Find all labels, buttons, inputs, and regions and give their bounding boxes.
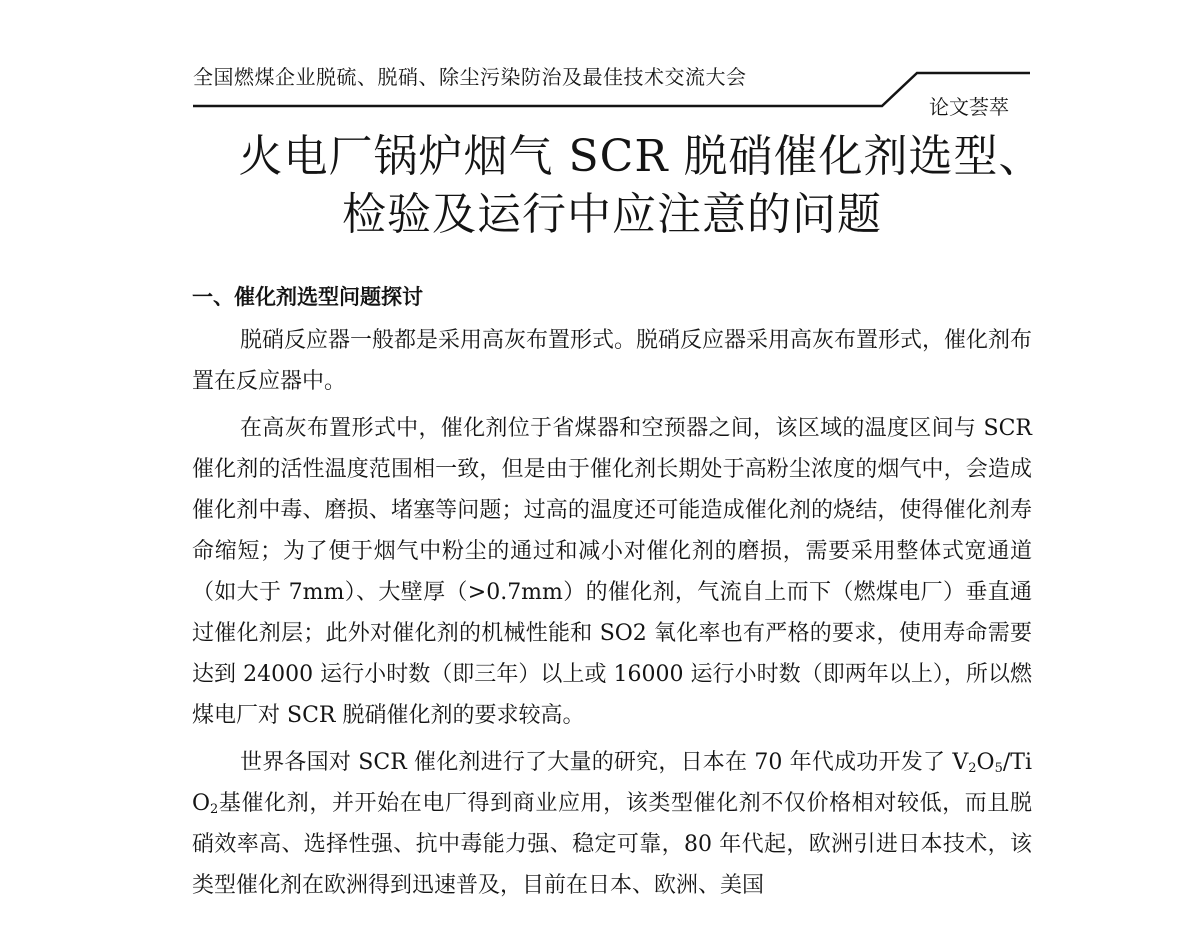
title-line-2: 检验及运行中应注意的问题 [342,189,882,240]
formula-v: V [952,750,969,775]
para3-text-after: 基催化剂，并开始在电厂得到商业应用，该类型催化剂不仅价格相对较低，而且脱硝效率高、选择性强、抗中毒能力强、稳定可靠，80 年代起，欧洲引进日本技术，该类型催化剂在欧洲得到迅速普及，目前在日本、欧洲、美国 [192,791,1032,898]
conference-title: 全国燃煤企业脱硫、脱硝、除尘污染防治及最佳技术交流大会 [193,65,747,89]
para3-text-before: 世界各国对 SCR 催化剂进行了大量的研究，日本在 70 年代成功开发了 [240,750,953,775]
body-paragraph-3 [192,742,1032,906]
formula-v-subscript: 2 [968,761,977,776]
title-line-1: 火电厂锅炉烟气 SCR 脱硝催化剂选型、 [238,131,1044,182]
paper-body [192,282,1032,906]
formula-o-subscript: 5 [994,761,1003,776]
body-paragraph-1: 脱硝反应器一般都是采用高灰布置形式。脱硝反应器采用高灰布置形式，催化剂布置在反应器中。 [192,328,1033,394]
section-tag: 论文荟萃 [929,95,1009,119]
formula-tio-subscript: 2 [210,802,219,817]
body-paragraph-2: 在高灰布置形式中，催化剂位于省煤器和空预器之间，该区域的温度区间与 SCR 催化剂的活性温度范围相一致，但是由于催化剂长期处于高粉尘浓度的烟气中，会造成催化剂中毒、磨损、堵塞等问题；过高的温度还可能造成催化剂的烧结，使得催化剂寿命缩短；为了便于烟气中粉尘的通过和减小对催化剂的磨损，需要采用整体式宽通道（如大于 7mm）、大壁厚（>0.7mm）的催化剂，气流自上而下（燃煤电厂）垂直通过催化剂层；此外对催化剂的机械性能和 SO2 氧化率也有严格的要求，使用寿命需要达到 24000 运行小时数（即三年）以上或 16000 运行小时数（即两年以上），所以燃煤电厂对 SCR 脱硝催化剂的要求较高。 [192,416,1032,728]
section-heading: 一、催化剂选型问题探讨 [192,284,423,309]
formula-tio: /TiO [192,750,1032,816]
paper-title [0,128,1200,244]
running-header [0,0,1200,125]
formula-o: O [976,750,995,775]
header-rule [0,0,1200,125]
